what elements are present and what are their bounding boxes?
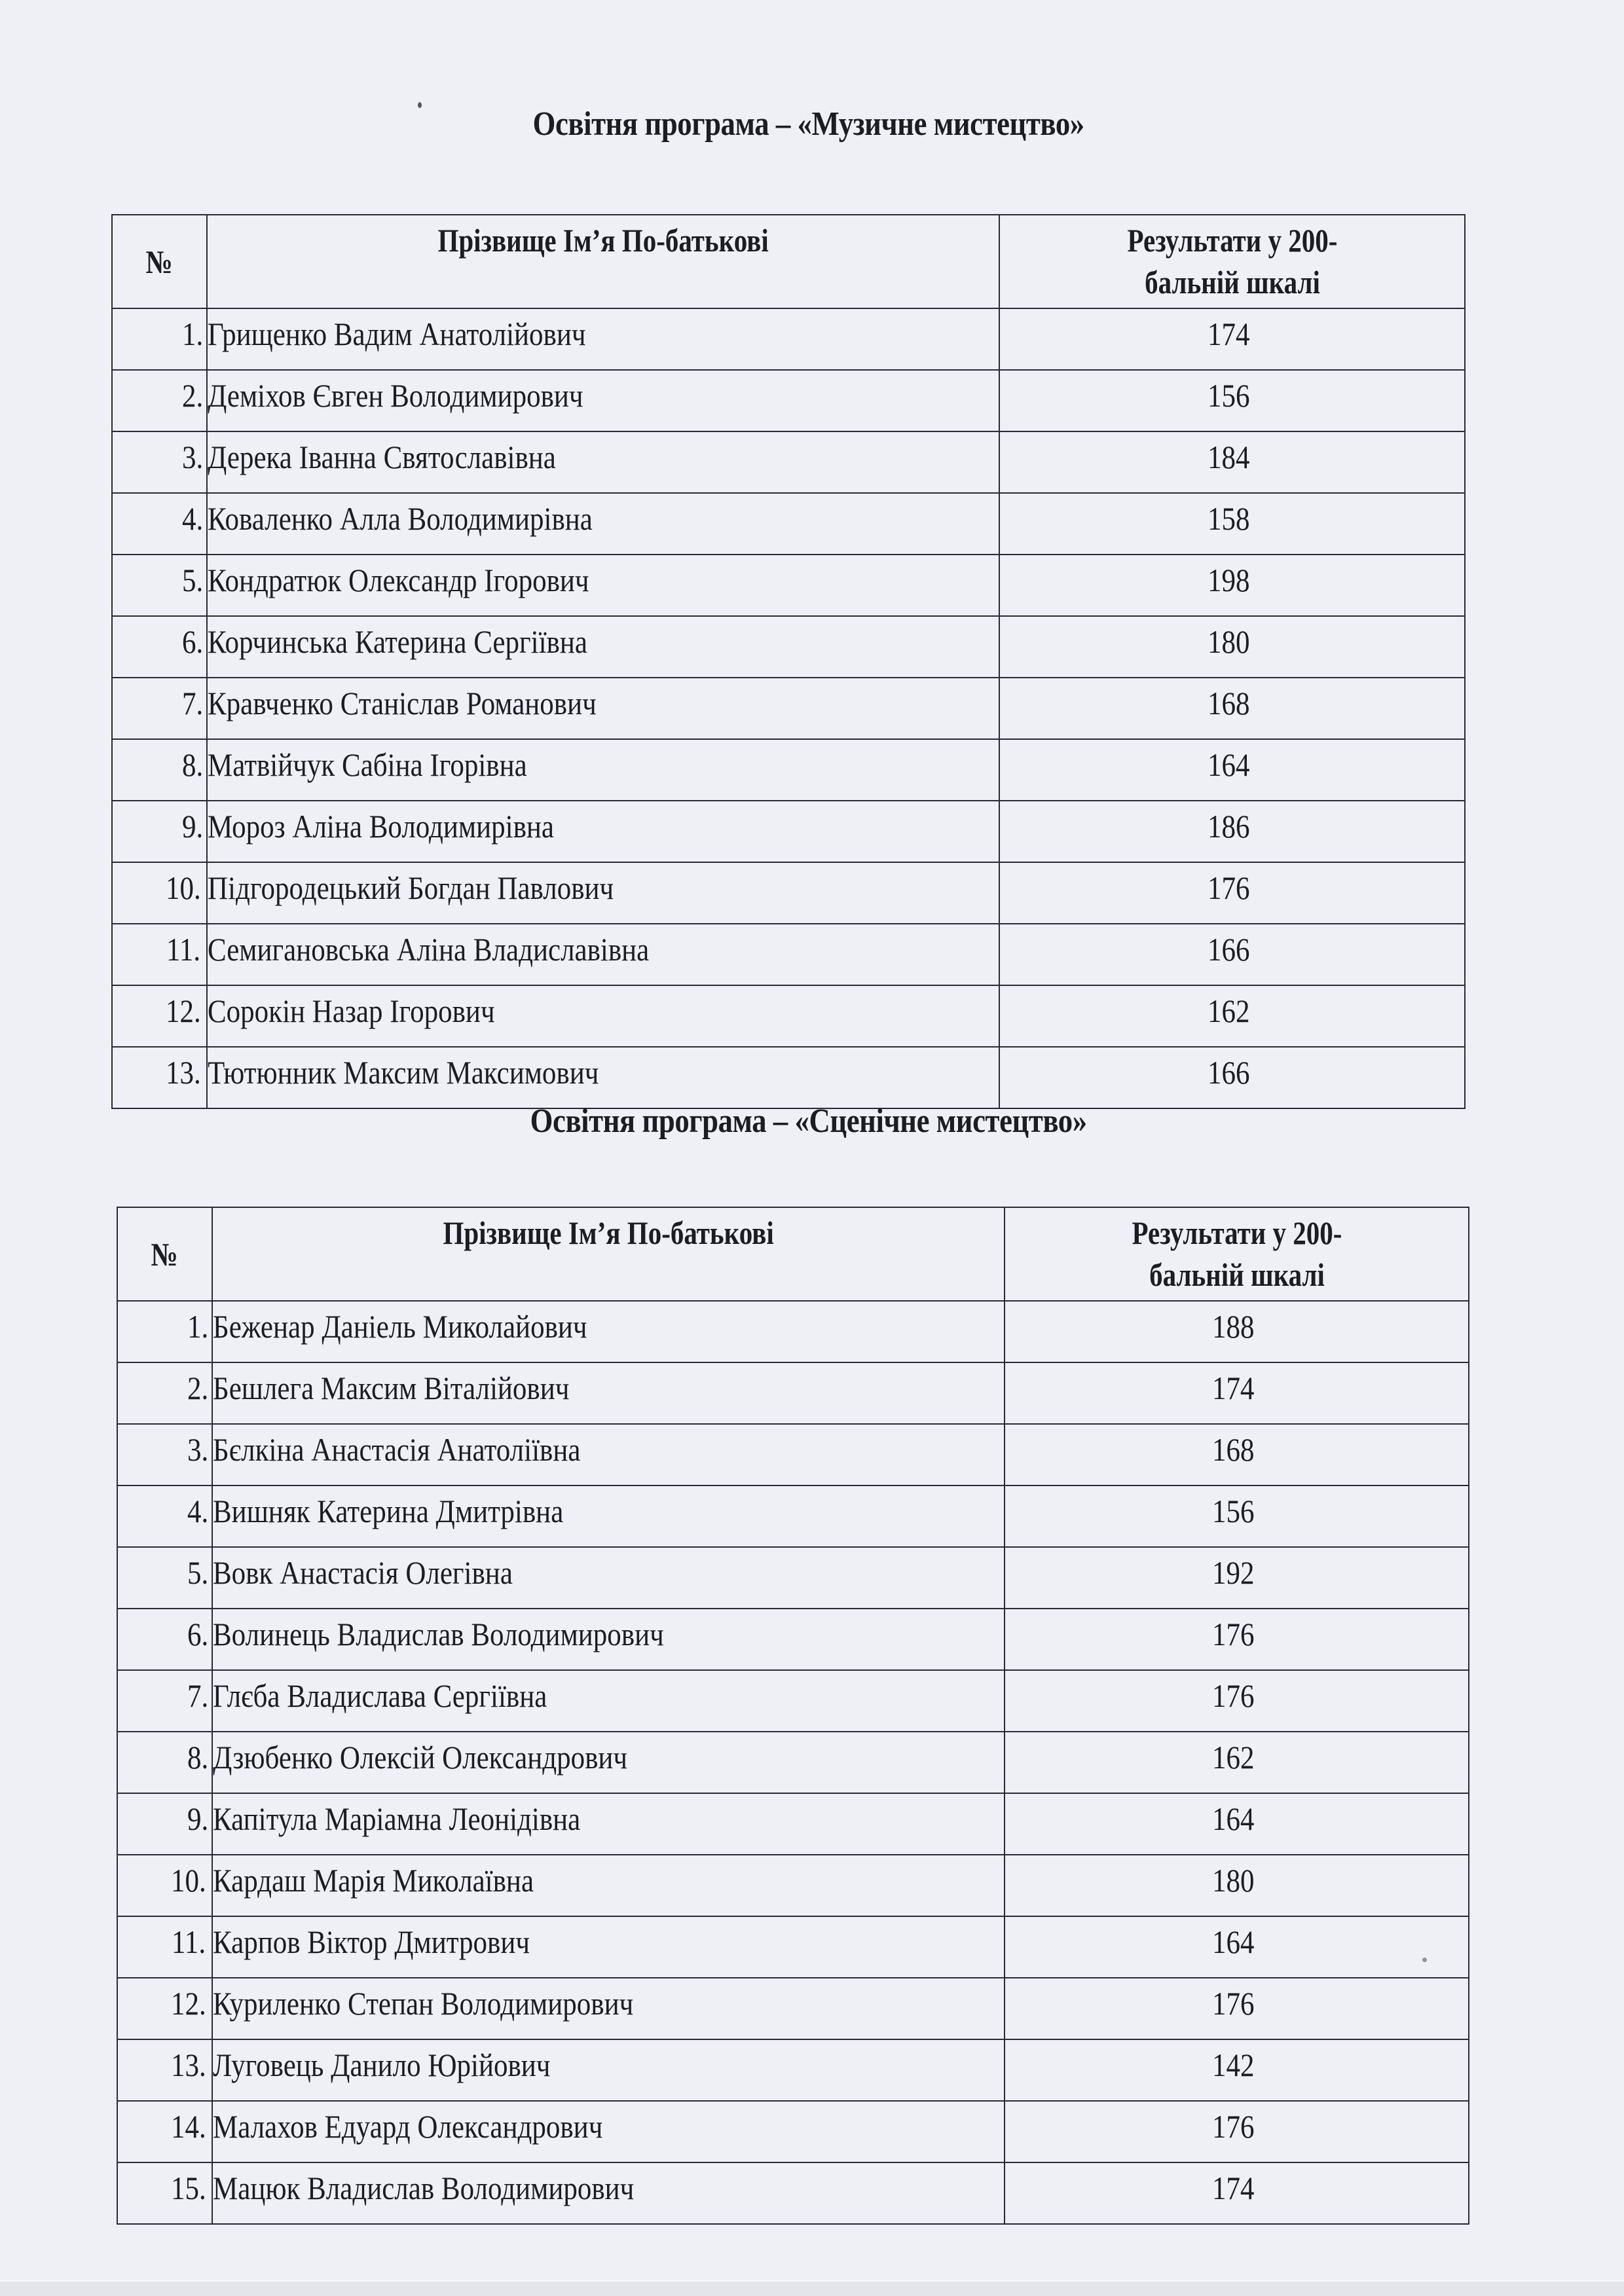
row-score-cell	[1005, 1978, 1469, 2039]
row-name-cell	[207, 801, 999, 862]
table-row	[112, 555, 1465, 616]
table-row	[112, 678, 1465, 739]
row-name: Коваленко Алла Володимирівна	[208, 500, 593, 537]
row-number-cell	[117, 2101, 212, 2162]
scan-edge	[0, 2280, 1624, 2296]
table-row	[117, 1916, 1469, 1978]
row-name-cell	[207, 616, 999, 678]
row-score: 166	[1208, 931, 1250, 968]
row-score-cell	[1005, 1732, 1469, 1793]
row-name: Корчинська Катерина Сергіївна	[208, 623, 587, 660]
row-score: 174	[1212, 1370, 1255, 1406]
row-name-cell	[212, 1916, 1005, 1978]
row-number-cell	[112, 862, 207, 924]
row-score-cell	[1005, 1485, 1469, 1547]
row-number: 7.	[187, 1677, 208, 1714]
row-score: 184	[1208, 439, 1250, 475]
row-number: 5.	[187, 1554, 208, 1591]
scan-speck	[418, 102, 422, 108]
row-number-cell	[117, 1793, 212, 1855]
row-number: 15.	[170, 2170, 206, 2206]
row-score: 174	[1208, 316, 1250, 352]
row-name: Матвійчук Сабіна Ігорівна	[208, 746, 527, 783]
row-number: 3.	[187, 1431, 208, 1468]
row-name-cell	[207, 431, 999, 493]
row-score-cell	[999, 370, 1465, 431]
row-name: Карпов Віктор Дмитрович	[213, 1923, 530, 1960]
row-number-cell	[112, 555, 207, 616]
row-score-cell	[1005, 1793, 1469, 1855]
table-row	[117, 1301, 1469, 1362]
row-name-cell	[207, 924, 999, 985]
row-name: Глєба Владислава Сергіївна	[213, 1677, 547, 1714]
row-number-cell	[112, 616, 207, 678]
row-number-cell	[117, 1301, 212, 1362]
row-number: 8.	[187, 1739, 208, 1776]
row-score-cell	[1005, 1424, 1469, 1485]
row-name: Вишняк Катерина Дмитрівна	[213, 1493, 564, 1529]
header-score: Результати у 200-бальній шкалі	[1005, 1207, 1469, 1301]
row-number-cell	[112, 739, 207, 801]
row-score: 176	[1212, 1616, 1255, 1652]
table-row	[117, 1978, 1469, 2039]
row-name-cell	[212, 1793, 1005, 1855]
row-name: Капітула Маріамна Леонідівна	[213, 1800, 581, 1837]
header-number: №	[112, 215, 207, 308]
row-name-cell	[207, 493, 999, 555]
row-score-cell	[1005, 1301, 1469, 1362]
table-row	[112, 370, 1465, 431]
row-name: Бєлкіна Анастасія Анатоліївна	[213, 1431, 581, 1468]
row-name: Куриленко Степан Володимирович	[213, 1985, 634, 2022]
table-row	[117, 2101, 1469, 2162]
table-row	[112, 985, 1465, 1047]
row-score-cell	[999, 616, 1465, 678]
row-name: Мацюк Владислав Володимирович	[213, 2170, 635, 2206]
row-number: 4.	[187, 1493, 208, 1529]
row-name-cell	[212, 1855, 1005, 1916]
row-name: Волинець Владислав Володимирович	[213, 1616, 664, 1652]
row-number-cell	[112, 370, 207, 431]
row-number: 4.	[181, 500, 203, 537]
table-row	[117, 2039, 1469, 2101]
row-number-cell	[117, 1424, 212, 1485]
row-score: 174	[1212, 2170, 1255, 2206]
table-row	[112, 1047, 1465, 1108]
row-number-cell	[117, 1609, 212, 1670]
row-number-cell	[112, 493, 207, 555]
row-score-cell	[1005, 2101, 1469, 2162]
row-number-cell	[117, 1916, 212, 1978]
row-score-cell	[999, 862, 1465, 924]
row-name: Бешлега Максим Віталійович	[213, 1370, 570, 1406]
header-name: Прізвище Ім’я По-батькові	[212, 1207, 1005, 1301]
row-number-cell	[112, 308, 207, 370]
row-name-cell	[212, 2162, 1005, 2224]
row-score-cell	[1005, 2039, 1469, 2101]
row-name-cell	[212, 1301, 1005, 1362]
row-name: Підгородецький Богдан Павлович	[208, 869, 614, 906]
table-row	[117, 1362, 1469, 1424]
row-score: 176	[1212, 1985, 1255, 2022]
row-name-cell	[212, 1485, 1005, 1547]
row-number: 8.	[181, 746, 203, 783]
row-number-cell	[117, 2039, 212, 2101]
row-number-cell	[112, 431, 207, 493]
row-score: 156	[1208, 377, 1250, 414]
row-number: 14.	[170, 2108, 206, 2145]
row-number: 1.	[181, 316, 203, 352]
row-score-cell	[1005, 1855, 1469, 1916]
row-number-cell	[117, 1547, 212, 1609]
row-score: 186	[1208, 808, 1250, 845]
table-row	[117, 1609, 1469, 1670]
row-number: 2.	[181, 377, 203, 414]
row-number: 5.	[181, 562, 203, 598]
row-score-cell	[1005, 1547, 1469, 1609]
row-score: 164	[1212, 1923, 1255, 1960]
row-number: 12.	[170, 1985, 206, 2022]
row-score: 188	[1212, 1308, 1255, 1345]
row-name-cell	[207, 1047, 999, 1108]
table-row	[112, 431, 1465, 493]
table-header-row	[117, 1207, 1469, 1301]
row-number-cell	[117, 1855, 212, 1916]
row-name: Беженар Даніель Миколайович	[213, 1308, 587, 1345]
row-number-cell	[112, 985, 207, 1047]
row-name-cell	[212, 1670, 1005, 1732]
row-number-cell	[117, 1362, 212, 1424]
row-score: 198	[1208, 562, 1250, 598]
row-number: 7.	[181, 685, 203, 721]
header-score: Результати у 200-бальній шкалі	[999, 215, 1465, 308]
row-score-cell	[999, 493, 1465, 555]
row-name-cell	[212, 1732, 1005, 1793]
row-number-cell	[117, 1732, 212, 1793]
row-name-cell	[207, 985, 999, 1047]
row-number-cell	[112, 678, 207, 739]
row-name: Сорокін Назар Ігорович	[208, 993, 495, 1029]
row-score: 176	[1208, 869, 1250, 906]
row-number-cell	[112, 1047, 207, 1108]
row-score-cell	[1005, 2162, 1469, 2224]
table-row	[112, 616, 1465, 678]
row-number-cell	[117, 1978, 212, 2039]
row-score-cell	[999, 431, 1465, 493]
row-score: 176	[1212, 1677, 1255, 1714]
row-score: 162	[1208, 993, 1250, 1029]
row-score-cell	[999, 801, 1465, 862]
row-number: 1.	[187, 1308, 208, 1345]
row-number-cell	[117, 2162, 212, 2224]
row-number: 11.	[166, 931, 201, 968]
row-number: 13.	[165, 1054, 201, 1091]
row-name-cell	[207, 739, 999, 801]
row-number: 13.	[170, 2047, 206, 2083]
row-name-cell	[212, 1547, 1005, 1609]
table-row	[112, 801, 1465, 862]
row-name: Кардаш Марія Миколаївна	[213, 1862, 534, 1899]
table-row	[117, 2162, 1469, 2224]
row-score: 164	[1208, 746, 1250, 783]
table-row	[117, 1424, 1469, 1485]
table-row	[117, 1793, 1469, 1855]
table-row	[112, 862, 1465, 924]
row-name: Луговець Данило Юрійович	[213, 2047, 551, 2083]
row-score-cell	[1005, 1362, 1469, 1424]
table-row	[112, 493, 1465, 555]
row-score-cell	[999, 739, 1465, 801]
row-name: Дерека Іванна Святославівна	[208, 439, 556, 475]
row-number-cell	[117, 1485, 212, 1547]
row-score: 180	[1212, 1862, 1255, 1899]
row-number: 2.	[187, 1370, 208, 1406]
table-row	[117, 1547, 1469, 1609]
row-name-cell	[207, 555, 999, 616]
row-number: 6.	[187, 1616, 208, 1652]
row-name-cell	[207, 862, 999, 924]
row-number-cell	[112, 924, 207, 985]
results-table-music-art	[111, 214, 1466, 1109]
row-name: Тютюнник Максим Максимович	[208, 1054, 599, 1091]
row-number: 10.	[170, 1862, 206, 1899]
results-table-stage-art	[117, 1207, 1469, 2225]
row-number: 11.	[172, 1923, 206, 1960]
row-score-cell	[999, 985, 1465, 1047]
section-title-music-art: Освітня програма – «Музичне мистецтво»	[532, 105, 1084, 143]
row-score: 158	[1208, 500, 1250, 537]
row-number: 9.	[187, 1800, 208, 1837]
table-row	[117, 1670, 1469, 1732]
row-score: 180	[1208, 623, 1250, 660]
section-title-stage-art: Освітня програма – «Сценічне мистецтво»	[530, 1102, 1087, 1140]
row-name-cell	[212, 2101, 1005, 2162]
row-score-cell	[1005, 1916, 1469, 1978]
row-name: Кравченко Станіслав Романович	[208, 685, 597, 721]
row-name: Мороз Аліна Володимирівна	[208, 808, 555, 845]
row-score-cell	[999, 308, 1465, 370]
table-row	[112, 308, 1465, 370]
header-number: №	[117, 1207, 212, 1301]
row-score: 176	[1212, 2108, 1255, 2145]
scan-speck	[1422, 1958, 1427, 1962]
row-name-cell	[212, 2039, 1005, 2101]
row-name-cell	[212, 1362, 1005, 1424]
row-score: 168	[1212, 1431, 1255, 1468]
table-row	[112, 739, 1465, 801]
row-name: Деміхов Євген Володимирович	[208, 377, 583, 414]
row-name-cell	[212, 1424, 1005, 1485]
row-score: 162	[1212, 1739, 1255, 1776]
row-number: 10.	[165, 869, 201, 906]
row-number: 3.	[181, 439, 203, 475]
row-name: Малахов Едуард Олександрович	[213, 2108, 603, 2145]
row-number-cell	[117, 1670, 212, 1732]
row-score-cell	[999, 555, 1465, 616]
row-score-cell	[999, 1047, 1465, 1108]
row-score: 192	[1212, 1554, 1255, 1591]
row-name: Кондратюк Олександр Ігорович	[208, 562, 589, 598]
row-name-cell	[207, 678, 999, 739]
row-number: 6.	[181, 623, 203, 660]
table-row	[117, 1485, 1469, 1547]
row-score: 166	[1208, 1054, 1250, 1091]
row-score: 142	[1212, 2047, 1255, 2083]
row-name-cell	[212, 1978, 1005, 2039]
row-name: Грищенко Вадим Анатолійович	[208, 316, 586, 352]
row-name: Дзюбенко Олексій Олександрович	[213, 1739, 628, 1776]
row-score-cell	[999, 678, 1465, 739]
row-name-cell	[212, 1609, 1005, 1670]
row-number-cell	[112, 801, 207, 862]
row-score: 168	[1208, 685, 1250, 721]
row-score-cell	[999, 924, 1465, 985]
table-row	[117, 1732, 1469, 1793]
row-name: Вовк Анастасія Олегівна	[213, 1554, 513, 1591]
row-score: 164	[1212, 1800, 1255, 1837]
row-number: 9.	[181, 808, 203, 845]
table-row	[112, 924, 1465, 985]
row-name-cell	[207, 308, 999, 370]
row-score: 156	[1212, 1493, 1255, 1529]
table-row	[117, 1855, 1469, 1916]
table-header-row	[112, 215, 1465, 308]
row-name: Семигановська Аліна Владиславівна	[208, 931, 650, 968]
row-number: 12.	[165, 993, 201, 1029]
row-score-cell	[1005, 1670, 1469, 1732]
row-score-cell	[1005, 1609, 1469, 1670]
header-name: Прізвище Ім’я По-батькові	[207, 215, 999, 308]
row-name-cell	[207, 370, 999, 431]
